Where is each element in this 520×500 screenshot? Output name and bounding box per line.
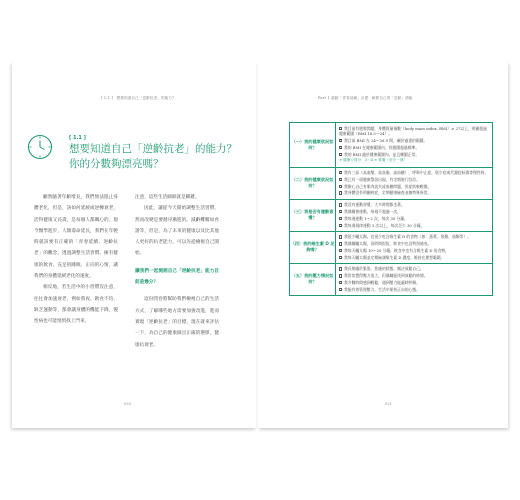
section-number: [ 1.1 ] [69, 135, 86, 141]
highlight-question: 讓我們一起測測自己「逆齡抗老」能力目前是幾分？ [135, 268, 219, 286]
checkbox[interactable] [339, 274, 342, 277]
left-column-1 [34, 192, 118, 328]
left-column-2 [135, 192, 219, 351]
table-row [290, 199, 493, 231]
page-number-right: 021 [385, 402, 392, 406]
page-number-left: 020 [124, 402, 131, 406]
checkbox[interactable] [339, 267, 342, 270]
checklist-item[interactable]: 我長期處於緊張、焦慮的狀態，無法放鬆自己。 [339, 266, 489, 273]
checklist-item[interactable]: 我身體沒有明顯病症，定期健康檢查並無特殊異常。 [339, 190, 489, 197]
checkbox[interactable] [339, 153, 342, 156]
checklist-item[interactable]: 我目前有肥胖問題，身體質量指數（body mass index, BMI）≥ 27以上，明顯超過健康範圍（BMI 18.5～24）。 [339, 125, 487, 137]
checklist-item[interactable]: 我常常覺得壓力很大，但偶爾能找到放鬆的時間。 [339, 273, 489, 280]
category-label: （一）我的健康狀況如何？ [290, 123, 336, 168]
table-row [290, 263, 493, 295]
checklist-item[interactable]: 我每天曬太陽並定期檢測維生素 D 濃度，維持在理想範圍。 [339, 254, 489, 261]
item-list [336, 123, 493, 168]
checklist-item[interactable]: 我的 BMI 處於健康範圍內，並且腰圍正常。 [339, 151, 489, 158]
checklist-item[interactable]: 我的 BMI 在健康範圍內，但腹圍超過標準。 [339, 144, 489, 151]
checkbox[interactable] [339, 224, 342, 227]
checkbox[interactable] [339, 210, 342, 213]
checklist-item[interactable]: 我每週運動 1～2 次，每次 30 分鐘。 [339, 215, 489, 222]
checklist-item[interactable]: 我每天曬太陽 10～20 分鐘，飲食中也有含維生素 D 的食物。 [339, 247, 489, 254]
category-label: （三）我是否有運動習慣？ [290, 199, 336, 231]
checklist-item[interactable]: 我有三高（高血壓、高血脂、高血糖），呼吸中止症，肌少症或代謝症候群等慢性病。 [339, 170, 489, 177]
paragraph: 因此，讓從今天開始調整生活習慣，然而改變是要循序漸進的。減齡難關如食譜等，但是，為了未來的健康以及比其他人更好的抗老能力，可以先從檢視自己開始。 [135, 206, 219, 257]
score-note: ➜ 健康☆得分：3～4 ➜ 普通（至少一項） [339, 158, 407, 163]
table-row [290, 167, 493, 199]
item-list [336, 263, 493, 295]
checklist-item[interactable]: 我目前 BMI 在 24～26.9 間，屬於過重的範圍。 [339, 137, 489, 144]
checkbox[interactable] [339, 185, 342, 188]
checkbox[interactable] [339, 288, 342, 291]
checkbox[interactable] [339, 146, 342, 149]
checklist-item[interactable]: 我偶爾會運動，每週不超過一次。 [339, 208, 489, 215]
checklist-item[interactable]: 我很少曬太陽，也很少吃含維生素 D 的食物（如：蛋黃、魚類、菇類等）。 [339, 234, 489, 241]
checklist-item[interactable]: 我能有效管理壓力，生活中保持正向的心態。 [339, 286, 489, 293]
checklist-item[interactable]: 我多數時間感到輕鬆，遇到壓力能適時紓解。 [339, 279, 489, 286]
item-list [336, 167, 493, 199]
checkbox[interactable] [339, 235, 342, 238]
checkbox[interactable] [339, 191, 342, 194]
paragraph: 注意，這些生活細節就是關鍵。 [135, 195, 200, 200]
paragraph: 顧然隨著年齡增長，我們無法阻止身體老化，但是，該如何延緩或逆轉衰老，活得健康又長壽，是每個人都關心的。現今醫學進步，人類壽命延長，我們在年輕時就該要有正確的「青春延續、逆齡抗老」的觀念，透過調整生活習慣、擁有健康的飲食、充足的睡眠、正向的心情，讓我們的身體延緩老化的速度。 [34, 195, 118, 280]
checkbox[interactable] [339, 171, 342, 174]
running-head-right: Part 1 啟動「青春延續」計畫：解鎖自己的「逆齡」潛能 [318, 96, 413, 100]
checkbox[interactable] [339, 127, 342, 130]
checkbox[interactable] [339, 178, 342, 181]
checkbox[interactable] [339, 139, 342, 142]
paragraph: 這份問卷將幫助我們檢視自己的生活方式，了解哪些地方需要加強改進，進而實現「逆齡抗老」的目標。現在就來評估一下，為自己的健康做出正確的選擇，健康抗衰老。 [135, 297, 219, 348]
item-list [336, 199, 493, 231]
checklist-item[interactable]: 我已有一項健康警訊出現，有定期進行回診。 [339, 176, 489, 183]
checkbox[interactable] [339, 242, 342, 245]
category-label: （五）我的壓力情況如何？ [290, 263, 336, 295]
checkbox[interactable] [339, 281, 342, 284]
checklist-item[interactable]: 我每週規律運動 3 次以上，每次至少 30 分鐘。 [339, 222, 489, 229]
checklist-item[interactable]: 我偶爾曬太陽，但時間很短，飲食中也沒特別補充。 [339, 241, 489, 248]
checklist-item[interactable]: 我擔心自己有肌肉流失或血糖問題，但症狀較輕微。 [339, 183, 489, 190]
category-label: （四）我的維生素 D 足夠嗎？ [290, 231, 336, 263]
checkbox[interactable] [339, 249, 342, 252]
checkbox[interactable] [339, 256, 342, 259]
self-check-table [289, 122, 493, 296]
category-label: （二）我的健康狀況如何？ [290, 167, 336, 199]
running-head-left: [ 1.1 ] 想要知道自己「逆齡抗老」的能力？ [101, 96, 176, 100]
paragraph: 相反地，若生活中的小習慣沒注意，往往會加速衰老，例如熬夜、飲食不均、缺乏運動等，都會讓身體的機能下降，慢性病也可能悄悄找上門來。 [34, 285, 118, 325]
item-list [336, 231, 493, 263]
table-row [290, 123, 493, 168]
checkbox[interactable] [339, 203, 342, 206]
checklist-item[interactable]: 我沒有運動習慣，大多時間都坐著。 [339, 202, 489, 209]
section-title: 想要知道自己「逆齡抗老」的能力？你的分數夠漂亮嗎？ [69, 143, 237, 170]
clock-icon [27, 134, 53, 160]
checkbox[interactable] [339, 217, 342, 220]
table-row [290, 231, 493, 263]
